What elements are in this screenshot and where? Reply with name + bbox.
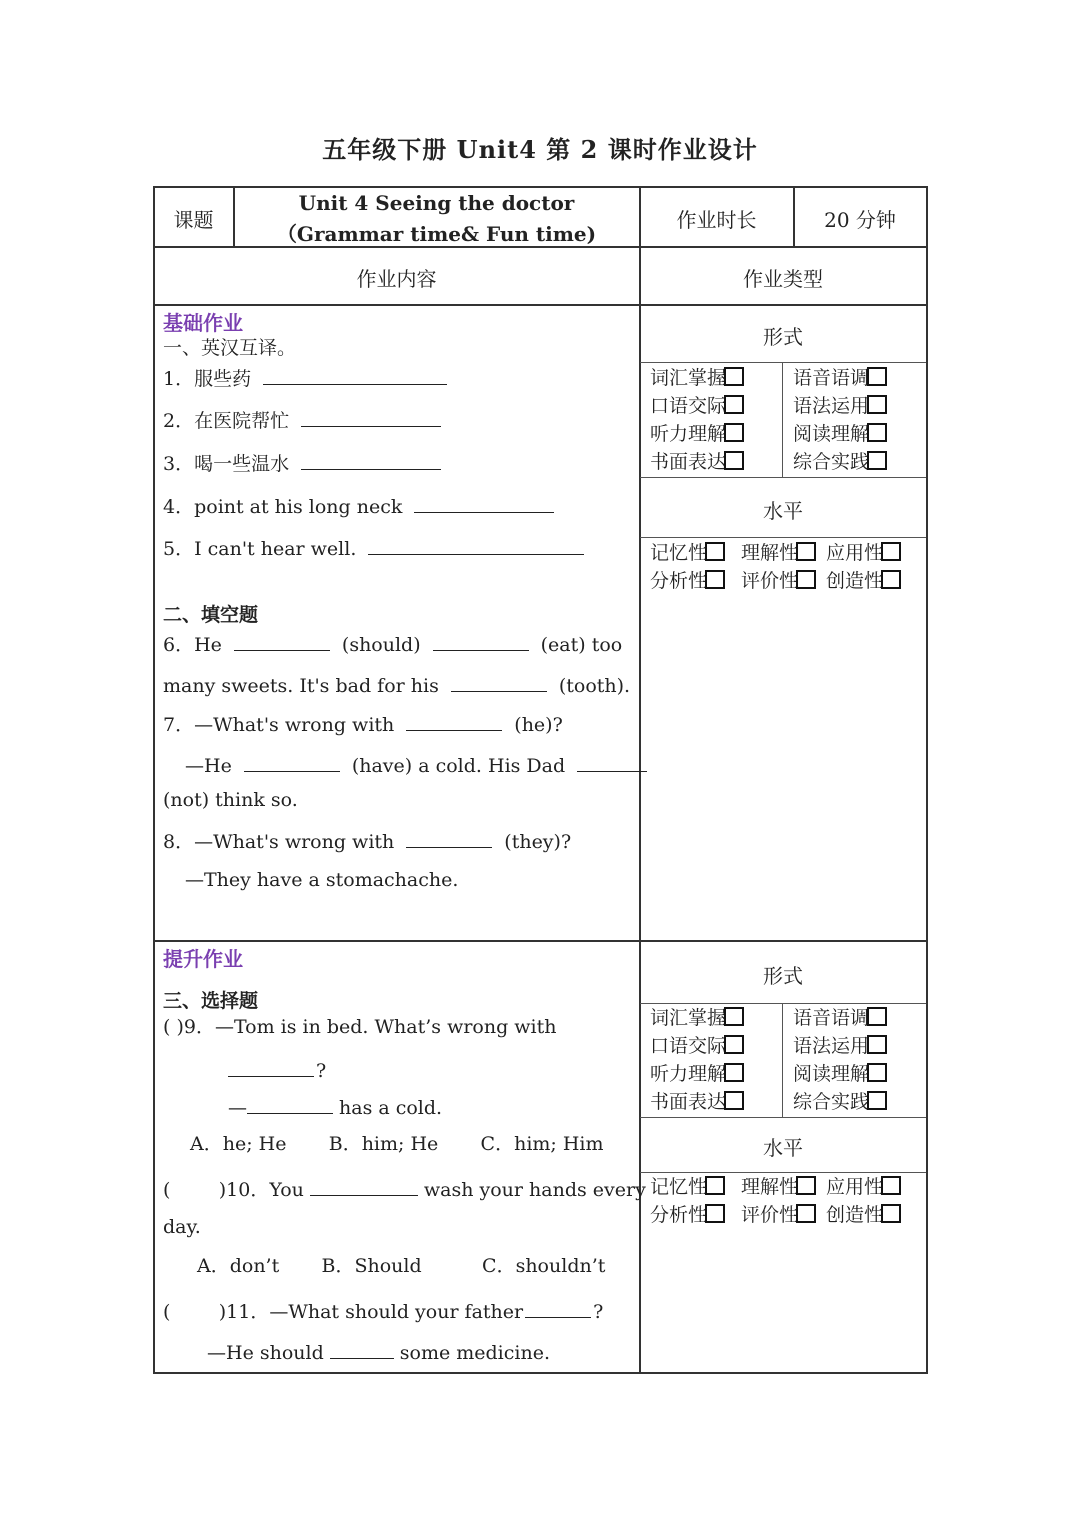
question-2: 2．在医院帮忙 [163,406,441,433]
level-option[interactable]: 记忆性 [650,542,725,564]
checkbox-icon[interactable] [881,570,901,589]
form-option[interactable]: 书面表达 [650,1088,744,1116]
checkbox-icon[interactable] [705,570,725,589]
section-translation: 一、英汉互译。 [163,337,297,359]
duration-value: 20 分钟 [824,208,896,232]
checkbox-icon[interactable] [724,1091,744,1110]
question-3: 3．喝一些温水 [163,449,441,476]
form-option[interactable]: 阅读理解 [793,420,887,448]
checkbox-icon[interactable] [867,1035,887,1054]
topic-label: 课题 [173,208,214,232]
table-border-right [926,186,928,1374]
form-option[interactable]: 语音语调 [793,1004,887,1032]
table-row-divider [153,940,927,942]
checkbox-icon[interactable] [867,1007,887,1026]
question-4: 4．point at his long neck [163,492,554,519]
section-fill-blanks: 二、填空题 [163,604,259,626]
checkbox-icon[interactable] [867,451,887,470]
level-label: 水平 [763,499,803,523]
checkbox-icon[interactable] [881,1176,901,1195]
question-6: 6．He (should) (eat) too [163,630,622,657]
advanced-heading: 提升作业 [163,947,243,971]
question-10-cont: day. [163,1216,201,1238]
form-option[interactable]: 词汇掌握 [650,1004,744,1032]
type-divider [640,477,926,478]
form-option[interactable]: 综合实践 [793,448,887,476]
checkbox-icon[interactable] [867,395,887,414]
checkbox-icon[interactable] [724,451,744,470]
basic-heading: 基础作业 [163,311,243,335]
level-option[interactable]: 创造性 [826,570,901,592]
checkbox-icon[interactable] [796,1176,816,1195]
checkbox-icon[interactable] [705,1176,725,1195]
level-option[interactable]: 评价性 [741,1204,816,1226]
type-divider [640,362,926,363]
table-border-bottom [153,1372,927,1374]
level-option[interactable]: 理解性 [741,1176,816,1198]
question-10-options: A．don’t B．Should C．shouldn’t [197,1255,606,1277]
level-option[interactable]: 创造性 [826,1204,901,1226]
form-option[interactable]: 词汇掌握 [650,364,744,392]
checkbox-icon[interactable] [705,542,725,561]
checkbox-icon[interactable] [796,542,816,561]
form-options-left [650,1004,744,1116]
question-7-answer: —He (have) a cold. His Dad [185,751,647,778]
question-8: 8．—What's wrong with (they)? [163,827,571,854]
form-option[interactable]: 口语交际 [650,1032,744,1060]
checkbox-icon[interactable] [724,423,744,442]
type-col-divider [782,362,783,477]
form-option[interactable]: 语音语调 [793,364,887,392]
checkbox-icon[interactable] [705,1204,725,1223]
table-row-divider [153,304,927,306]
question-11-answer: —He should some medicine. [207,1338,550,1365]
topic-subtitle: （Grammar time& Fun time) [276,222,597,246]
type-label: 作业类型 [743,267,823,291]
level-option[interactable]: 分析性 [650,1204,725,1226]
checkbox-icon[interactable] [867,1063,887,1082]
question-9-blank: ? [228,1056,326,1083]
checkbox-icon[interactable] [796,570,816,589]
level-option[interactable]: 分析性 [650,570,725,592]
form-option[interactable]: 语法运用 [793,1032,887,1060]
question-6-cont: many sweets. It's bad for his (tooth). [163,671,630,698]
section-choice: 三、选择题 [163,990,259,1012]
level-option[interactable]: 应用性 [826,542,901,564]
checkbox-icon[interactable] [724,1035,744,1054]
form-option[interactable]: 语法运用 [793,392,887,420]
question-7-cont: (not) think so. [163,789,298,811]
duration-label: 作业时长 [676,208,757,232]
table-border-left [153,186,155,1374]
question-10: ( )10．You wash your hands every [163,1175,646,1202]
question-1: 1．服些药 [163,364,447,391]
table-border-top [153,186,927,188]
checkbox-icon[interactable] [867,367,887,386]
question-7: 7．—What's wrong with (he)? [163,710,563,737]
type-divider [640,537,926,538]
question-9: ( )9．—Tom is in bed. What’s wrong with [163,1016,557,1038]
level-options [650,1173,901,1229]
form-options-left [650,364,744,476]
form-option[interactable]: 听力理解 [650,1060,744,1088]
page-title: 五年级下册 Unit4 第 2 课时作业设计 [322,135,758,164]
level-option[interactable]: 评价性 [741,570,816,592]
checkbox-icon[interactable] [867,1091,887,1110]
checkbox-icon[interactable] [867,423,887,442]
content-label: 作业内容 [356,267,437,291]
form-option[interactable]: 阅读理解 [793,1060,887,1088]
question-5: 5．I can't hear well. [163,534,584,561]
form-option[interactable]: 综合实践 [793,1088,887,1116]
form-option[interactable]: 书面表达 [650,448,744,476]
level-options [650,539,901,595]
type-divider [640,1117,926,1118]
topic-title: Unit 4 Seeing the doctor [298,191,575,215]
form-option[interactable]: 口语交际 [650,392,744,420]
form-label: 形式 [763,325,803,349]
checkbox-icon[interactable] [881,542,901,561]
form-options-right [793,364,887,476]
question-11: ( )11．—What should your father ? [163,1297,603,1324]
question-9-answer: — has a cold. [228,1093,442,1120]
checkbox-icon[interactable] [724,1063,744,1082]
checkbox-icon[interactable] [724,367,744,386]
checkbox-icon[interactable] [796,1204,816,1223]
question-9-options: A．he; He B．him; He C．him; Him [190,1133,604,1155]
checkbox-icon[interactable] [724,395,744,414]
question-8-answer: —They have a stomachache. [185,869,459,891]
level-option[interactable]: 理解性 [741,542,816,564]
type-col-divider [782,1003,783,1117]
checkbox-icon[interactable] [881,1204,901,1223]
level-option[interactable]: 记忆性 [650,1176,725,1198]
checkbox-icon[interactable] [724,1007,744,1026]
level-label: 水平 [763,1136,803,1160]
form-option[interactable]: 听力理解 [650,420,744,448]
form-options-right [793,1004,887,1116]
form-label: 形式 [763,964,803,988]
level-option[interactable]: 应用性 [826,1176,901,1198]
